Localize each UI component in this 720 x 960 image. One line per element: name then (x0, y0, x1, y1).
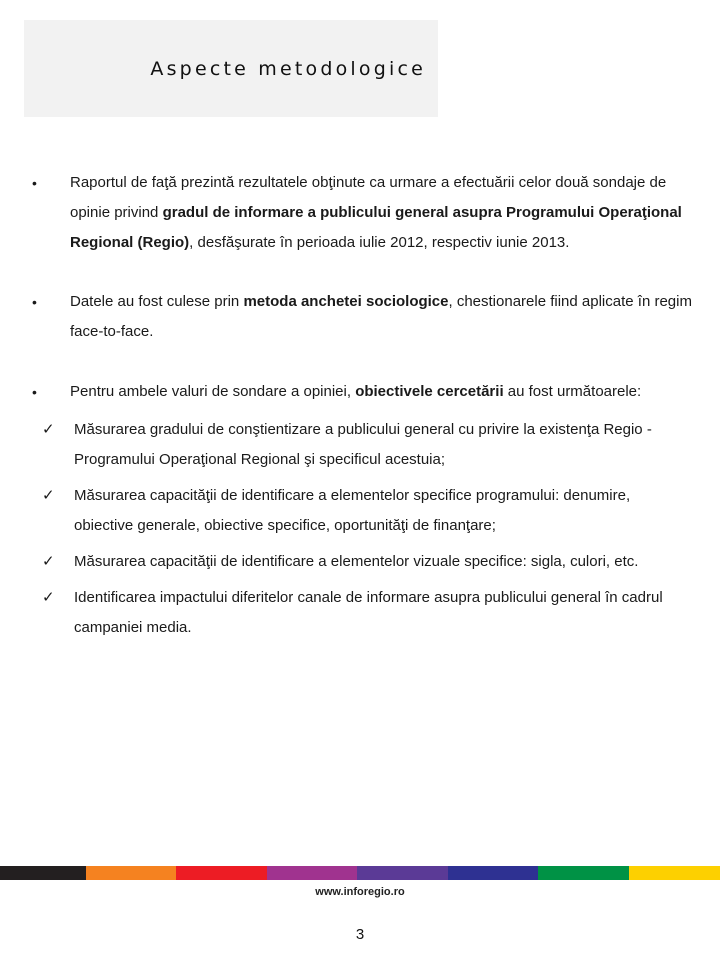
color-segment-red (176, 866, 267, 880)
checkmark-icon: ✓ (42, 589, 55, 606)
objective-item (32, 583, 692, 643)
footer-website-url: www.inforegio.ro (315, 886, 405, 898)
objective-item (32, 415, 692, 475)
objective-text: Măsurarea gradului de conştientizare a publicului general cu privire la existenţa Regio - Programului Operaţional Regional şi specificul acestuia; (74, 421, 652, 468)
checkmark-icon: ✓ (42, 553, 55, 570)
text-span: Datele au fost culese prin (70, 293, 244, 310)
bullet-item (32, 377, 692, 407)
bullet-icon: • (32, 384, 37, 400)
page-number: 3 (355, 926, 365, 943)
objective-text: Măsurarea capacităţii de identificare a elementelor vizuale specifice: sigla, culori, etc. (74, 553, 639, 570)
objective-text: Măsurarea capacităţii de identificare a elementelor specifice programului: denumire, obiective generale, obiective specifice, oportunităţi de finanţare; (74, 487, 631, 534)
color-segment-blue (448, 866, 538, 880)
text-span: Pentru ambele valuri de sondare a opiniei, (70, 383, 356, 400)
bullet-item (32, 168, 692, 258)
bold-text: obiectivele cercetării (355, 383, 504, 400)
objectives-list (32, 415, 692, 643)
page-title: Aspecte metodologice (150, 58, 426, 80)
bullet-item (32, 287, 692, 347)
checkmark-icon: ✓ (42, 487, 55, 504)
color-segment-orange (86, 866, 176, 880)
paragraph (70, 287, 692, 347)
title-box (24, 20, 438, 117)
color-segment-black (0, 866, 86, 880)
objective-text: Identificarea impactului diferitelor canale de informare asupra publicului general în cadrul campaniei media. (74, 589, 663, 636)
bold-text: gradul de informare a publicului general asupra Programului Operaţional Regional (Regio) (70, 204, 682, 251)
paragraph (70, 377, 692, 407)
bullet-icon: • (32, 294, 37, 310)
text-span: , desfăşurate în perioada iulie 2012, respectiv iunie 2013. (189, 234, 570, 251)
objective-item (32, 547, 692, 577)
bullet-icon: • (32, 175, 37, 191)
objective-item (32, 481, 692, 541)
text-span: Raportul de faţă prezintă rezultatele obţinute ca urmare a efectuării celor două sondaje de opinie privind (70, 174, 667, 221)
body-content (32, 168, 692, 649)
text-span: , chestionarele fiind aplicate în regim face-to-face. (70, 293, 692, 340)
bold-text: metoda anchetei sociologice (243, 293, 449, 310)
color-segment-yellow (629, 866, 720, 880)
color-segment-violet (357, 866, 448, 880)
color-segment-green (538, 866, 629, 880)
color-stripe-bar (0, 866, 720, 880)
paragraph (70, 168, 692, 258)
text-span: au fost următoarele: (503, 383, 642, 400)
color-segment-magenta (267, 866, 357, 880)
checkmark-icon: ✓ (42, 421, 55, 438)
